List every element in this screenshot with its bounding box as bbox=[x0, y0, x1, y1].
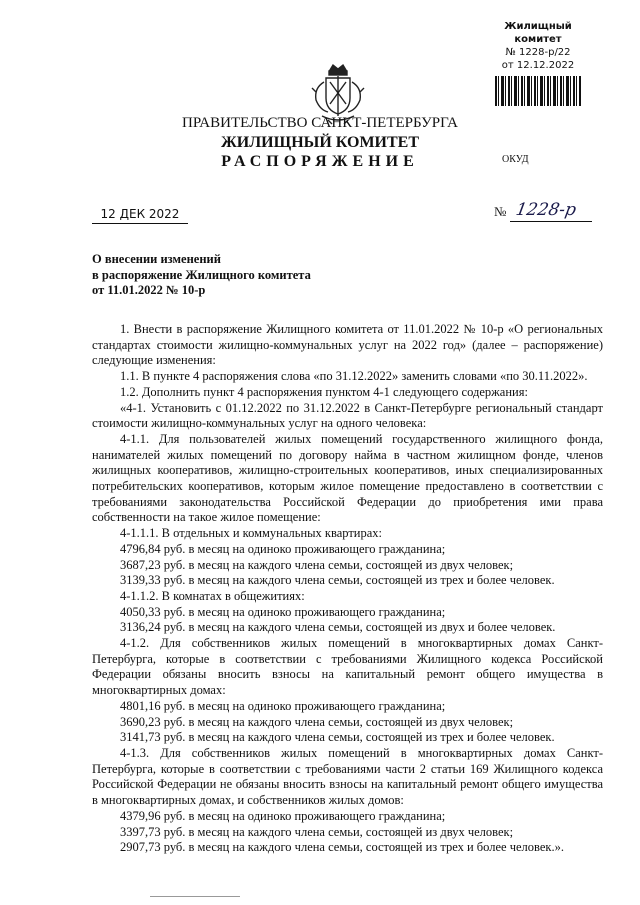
handwritten-number: 1228-р bbox=[514, 200, 578, 220]
body-paragraph: 4379,96 руб. в месяц на одиноко проживающего гражданина; bbox=[120, 808, 446, 823]
body-paragraph: 4801,16 руб. в месяц на одиноко проживающего гражданина; bbox=[120, 698, 446, 713]
body-paragraph: «4-1. Установить с 01.12.2022 по 31.12.2022 в Санкт-Петербурге региональный стандарт стоимости жилищно-коммунальных услуг на одного человека: bbox=[92, 400, 603, 431]
body-paragraph: 1.1. В пункте 4 распоряжения слова «по 31.12.2022» заменить словами «по 30.11.2022». bbox=[120, 369, 588, 384]
subject-line: в распоряжение Жилищного комитета bbox=[92, 267, 311, 282]
body-paragraph: 4-1.2. Для собственников жилых помещений в многоквартирных домах Санкт-Петербурга, которые в соответствии с требованиями Жилищного кодекса Российской Федерации обязаны вносить взносы на капитальный ремонт общего имущества в многоквартирных домах: bbox=[92, 636, 603, 698]
body-paragraph: 3397,73 руб. в месяц на каждого члена семьи, состоящей из двух человек; bbox=[120, 824, 514, 839]
document-type: РАСПОРЯЖЕНИЕ bbox=[221, 153, 419, 170]
body-paragraph: 4050,33 руб. в месяц на одиноко проживающего гражданина; bbox=[120, 604, 446, 619]
footer-divider bbox=[150, 896, 240, 897]
body-paragraph: 1.2. Дополнить пункт 4 распоряжения пунктом 4-1 следующего содержания: bbox=[120, 384, 528, 399]
body-paragraph: 3687,23 руб. в месяц на каждого члена семьи, состоящей из двух человек; bbox=[120, 557, 514, 572]
stamp-number: № 1228-р/22 bbox=[505, 47, 571, 58]
body-paragraph: 4796,84 руб. в месяц на одиноко проживающего гражданина; bbox=[120, 541, 446, 556]
body-paragraph: 4-1.1.2. В комнатах в общежитиях: bbox=[120, 588, 305, 603]
stamp-date: от 12.12.2022 bbox=[501, 60, 575, 71]
registration-stamp bbox=[488, 20, 588, 106]
document-date: 12 ДЕК 2022 bbox=[92, 206, 188, 224]
body-paragraph: 3139,33 руб. в месяц на каждого члена семьи, состоящей из трех и более человек. bbox=[120, 573, 555, 588]
body-paragraph: 4-1.1.1. В отдельных и коммунальных квартирах: bbox=[120, 526, 383, 541]
okud-label: ОКУД bbox=[502, 154, 529, 165]
government-name: ПРАВИТЕЛЬСТВО САНКТ-ПЕТЕРБУРГА bbox=[182, 115, 458, 131]
document-subject bbox=[92, 252, 311, 299]
body-paragraph: 4-1.1. Для пользователей жилых помещений государственного жилищного фонда, нанимателей жилых помещений по договору найма в частном жилищном фонде, членов жилищных кооперативов, жилищно-строительных кооперативов, иных специализированных потребительских кооперативов, которым жилое помещение предоставлено в соответствии с требованиями законодательства Российской Федерации до приобретения ими права собственности на такое жилое помещение: bbox=[92, 431, 603, 525]
document-body bbox=[92, 322, 603, 856]
committee-name: ЖИЛИЩНЫЙ КОМИТЕТ bbox=[220, 134, 419, 151]
body-paragraph: 3141,73 руб. в месяц на каждого члена семьи, состоящей из трех и более человек. bbox=[120, 730, 555, 745]
barcode-icon bbox=[495, 76, 581, 106]
subject-line: от 11.01.2022 № 10-р bbox=[92, 283, 206, 297]
document-number bbox=[494, 200, 594, 222]
number-underline bbox=[510, 221, 592, 222]
subject-line: О внесении изменений bbox=[92, 252, 221, 266]
body-paragraph: 2907,73 руб. в месяц на каждого члена семьи, состоящей из трех и более человек.». bbox=[120, 840, 564, 855]
body-paragraph: 3690,23 руб. в месяц на каждого члена семьи, состоящей из двух человек; bbox=[120, 714, 514, 729]
body-paragraph: 4-1.3. Для собственников жилых помещений в многоквартирных домах Санкт-Петербурга, которые в соответствии с требованиями части 2 статьи 169 Жилищного кодекса Российской Федерации не обязаны вносить взносы на капитальный ремонт общего имущества в многоквартирных домах, и собственников жилых домов: bbox=[92, 745, 603, 808]
number-sign: № bbox=[494, 204, 507, 219]
body-paragraph: 1. Внести в распоряжение Жилищного комитета от 11.01.2022 № 10-р «О региональных стандартах стоимости жилищно-коммунальных услуг на 2022 год» (далее – распоряжение) следующие изменения: bbox=[92, 322, 603, 368]
body-paragraph: 3136,24 руб. в месяц на каждого члена семьи, состоящей из двух и более человек. bbox=[120, 620, 556, 635]
stamp-org: Жилищный комитет bbox=[504, 21, 572, 45]
